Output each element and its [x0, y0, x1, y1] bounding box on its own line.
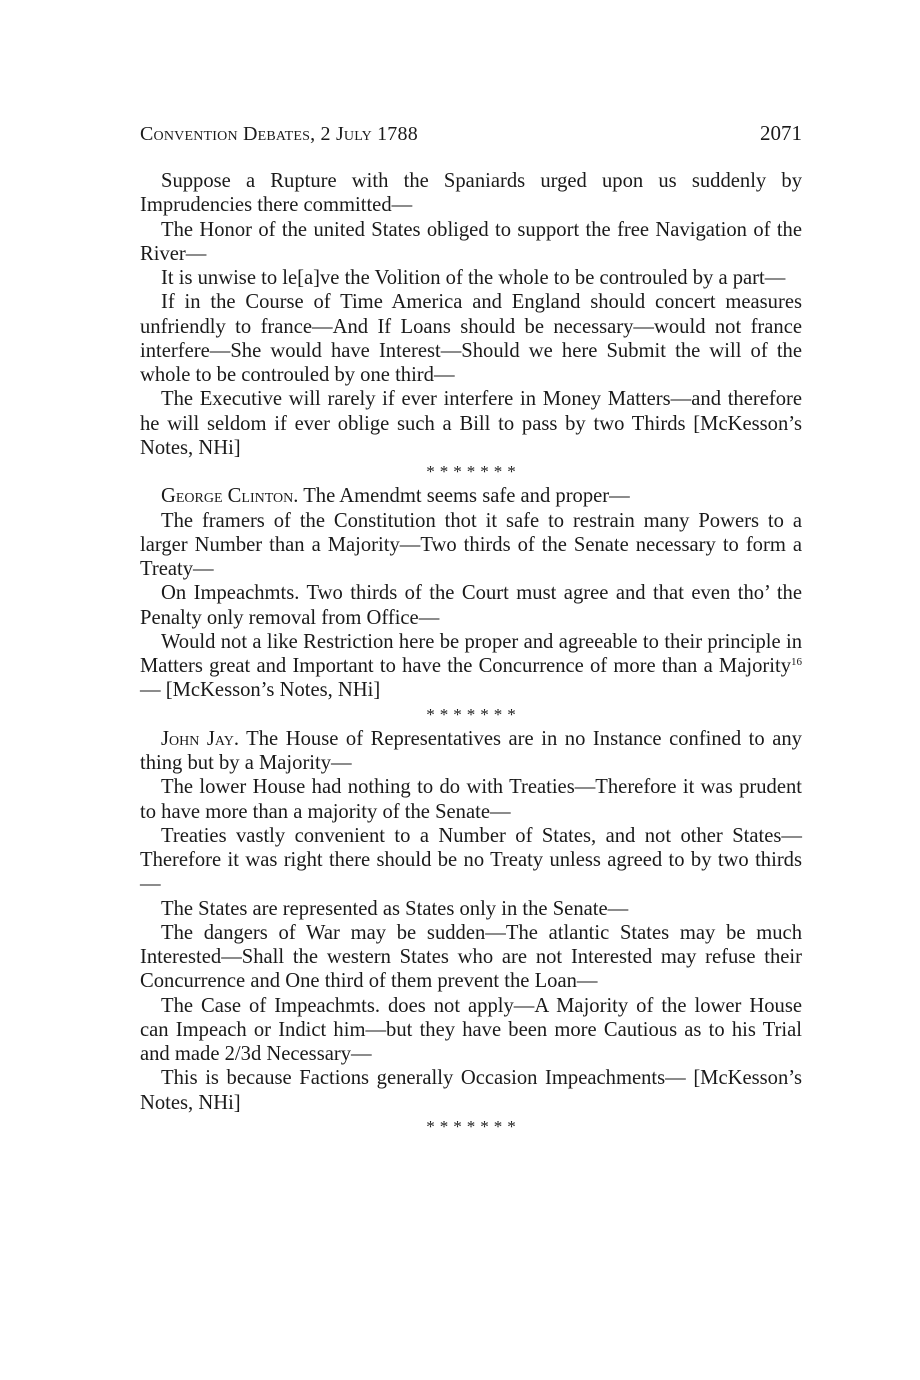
paragraph: The lower House had nothing to do with Treaties—Therefore it was prudent to have more than a majority of the Senate—: [140, 776, 802, 823]
notes-section-clinton: [140, 484, 802, 727]
paragraph: This is because Factions generally Occasion Impeachments— [McKesson’s Notes, NHi]: [140, 1067, 802, 1114]
paragraph: If in the Course of Time America and England should concert measures unfriendly to france—And If Loans should be necessary—would not france interfere—She would have Interest—Should we here Submit the will of the whole to be controuled by one third—: [140, 291, 802, 386]
source-citation: — [McKesson’s Notes, NHi]: [140, 679, 381, 702]
paragraph: [140, 630, 802, 703]
notes-section-1: [140, 169, 802, 484]
speaker-paragraph: [140, 727, 802, 776]
paragraph: The Executive will rarely if ever interfere in Money Matters—and therefore he will seldom if ever oblige such a Bill to pass by two Thirds [McKesson’s Notes, NHi]: [140, 388, 802, 459]
speaker-name: George Clinton: [161, 485, 294, 508]
paragraph: The Case of Impeachmts. does not apply—A Majority of the lower House can Impeach or Indict him—but they have been more Cautious as to his Trial and made 2/3d Necessary—: [140, 994, 802, 1065]
speaker-text: . The Amendmt seems safe and proper—: [293, 485, 630, 508]
paragraph: The Honor of the united States obliged to support the free Navigation of the River—: [140, 218, 802, 265]
paragraph: The dangers of War may be sudden—The atlantic States may be much Interested—Shall the western States who are not Interested may refuse their Concurrence and One third of them prevent the Loan—: [140, 921, 802, 993]
section-separator: *******: [426, 462, 521, 481]
running-head-title: Convention Debates, 2 July 1788: [140, 123, 418, 145]
section-separator: *******: [426, 704, 521, 724]
speaker-paragraph: [140, 484, 802, 508]
paragraph: Treaties vastly convenient to a Number of States, and not other States—Therefore it was right there should be no Treaty unless agreed to by two thirds—: [140, 824, 802, 896]
speaker-name: John Jay: [161, 727, 234, 750]
paragraph: The framers of the Constitution thot it safe to restrain many Powers to a larger Number than a Majority—Two thirds of the Senate necessary to form a Treaty—: [140, 509, 802, 580]
page-number: 2071: [760, 121, 802, 145]
paragraph: Suppose a Rupture with the Spaniards urged upon us suddenly by Imprudencies there committed—: [140, 170, 802, 217]
speaker-text: . The House of Representatives are in no Instance confined to any thing but by a Majority—: [140, 727, 802, 774]
paragraph: The States are represented as States only in the Senate—: [161, 897, 629, 920]
footnote-reference[interactable]: 16: [791, 656, 802, 668]
paragraph-text: Would not a like Restriction here be proper and agreeable to their principle in Matters great and Important to have the Concurrence of more than a Majority: [140, 630, 802, 677]
running-head: [140, 118, 802, 148]
paragraph: On Impeachmts. Two thirds of the Court must agree and that even tho’ the Penalty only removal from Office—: [140, 582, 802, 629]
notes-section-jay: [140, 727, 802, 1139]
section-separator: *******: [426, 1116, 521, 1136]
document-page: [140, 118, 802, 1139]
paragraph: It is unwise to le[a]ve the Volition of the whole to be controuled by a part—: [161, 267, 786, 289]
